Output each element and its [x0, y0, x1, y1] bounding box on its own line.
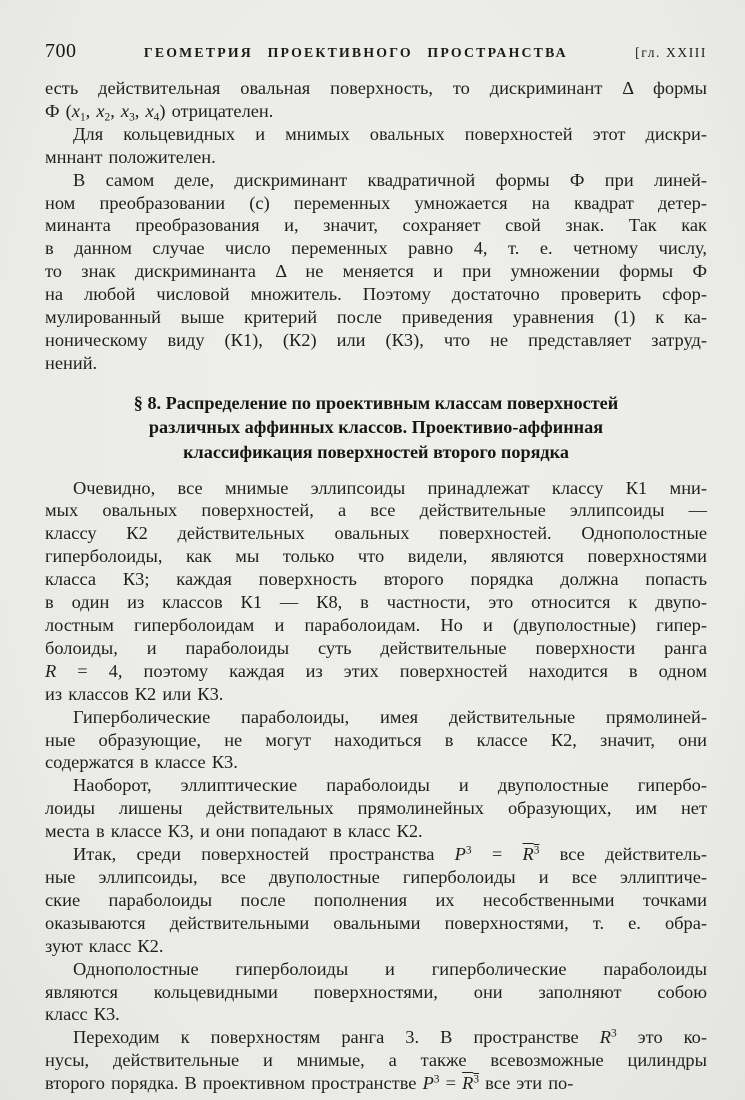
paragraph [45, 169, 707, 375]
text-line: второго порядка. В проективном пространстве $P^3 = R^3$ все эти по- [45, 1073, 574, 1094]
math-symbol: 3 [473, 1073, 480, 1086]
math-symbol: x [96, 100, 105, 121]
text-line: Наоборот, эллиптические параболоиды и двуполостные гипербо- [73, 775, 707, 796]
text-line: болоиды, и параболоиды суть действительные поверхности ранга [45, 637, 707, 658]
math-symbol: P [422, 1073, 434, 1094]
text-line: класс К3. [45, 1004, 120, 1025]
math-symbol: 3 [533, 844, 540, 857]
text-line: Гиперболические параболоиды, имея действительные прямолиней- [73, 706, 707, 727]
text-line: лостным гиперболоидам и параболоидам. Но и (двуполостные) гипер- [45, 615, 707, 635]
math-symbol: R [522, 844, 534, 865]
math-symbol: 3 [465, 844, 472, 857]
text-line: лоиды лишены действительных прямолинейных образующих, им нет [45, 798, 707, 819]
paragraph [45, 477, 707, 706]
text-line: ные эллипсоиды, все двуполостные гиперболоиды и все эллиптиче- [45, 866, 707, 887]
text-line: минанта преобразования и, значит, сохраняет свой знак. Так как [45, 215, 707, 236]
text-line: ном преобразовании (с) переменных умножается на квадрат детер- [45, 192, 707, 213]
text-line: места в классе К3, и они попадают в класс К2. [45, 821, 423, 842]
math-symbol: x [71, 100, 80, 121]
text-line: оказываются действительными овальными поверхностями, т. е. обра- [45, 912, 707, 933]
text-line: в один из классов К1 — К8, в частности, это относится к двупо- [45, 592, 707, 613]
paragraph [45, 843, 707, 958]
heading-line: классификация поверхностей второго порядка [183, 441, 569, 462]
text-line: содержатся в классе К3. [45, 752, 238, 773]
text-line: ноническому виду (К1), (К2) или (К3), что не представляет затруд- [45, 329, 707, 350]
text-line: нений. [45, 352, 98, 373]
text-line: являются кольцевидными поверхностями, они заполняют собою [45, 981, 707, 1002]
math-symbol: R [599, 1027, 611, 1048]
text-line: классу К2 действительных овальных поверхностей. Однополостные [45, 523, 707, 544]
paragraph [45, 706, 707, 775]
math-symbol: 3 [433, 1073, 440, 1086]
paragraph [45, 1026, 707, 1095]
text-line: ские параболоиды после пополнения их несобственными точками [45, 889, 707, 910]
text-line: В самом деле, дискриминант квадратичной формы Ф при линей- [73, 169, 707, 190]
text-line: мннант положителен. [45, 146, 216, 167]
math-overline [462, 1073, 479, 1093]
page-number: 700 [45, 40, 77, 62]
text-line: Переходим к поверхностям ранга 3. В пространстве $R^3$ это ко- [73, 1027, 708, 1048]
math-symbol: R [462, 1073, 474, 1094]
math-symbol: x [145, 100, 154, 121]
math-symbol: R [45, 660, 57, 681]
text-line: то знак дискриминанта Δ не меняется и при умножении формы Ф [45, 261, 707, 282]
text-line: R = 4, поэтому каждая из этих поверхностей находится в одном [45, 660, 707, 681]
text-line: Ф ($x_1$, $x_2$, $x_3$, $x_4$) отрицателен. [45, 100, 274, 124]
text-line: ные образующие, не могут находиться в классе К2, значит, они [45, 729, 707, 750]
heading-line: § 8. Распределение по проективным классам поверхностей [133, 392, 619, 413]
paragraph [45, 774, 707, 843]
text-line: есть действительная овальная поверхность, то дискриминант Δ формы [45, 78, 707, 98]
text-line: класса К3; каждая поверхность второго порядка должна попасть [45, 569, 707, 590]
text-line: гиперболоиды, как мы только что видели, являются поверхностями [45, 546, 707, 567]
text-line: Итак, среди поверхностей пространства $P^3 = R^3$ все действитель- [73, 844, 707, 865]
text-line: мых овальных поверхностей, а все действительные эллипсоиды — [45, 500, 707, 521]
text-line: на любой числовой множитель. Поэтому достаточно проверить сфор- [45, 284, 707, 305]
text-line: Однополостные гиперболоиды и гиперболические параболоиды [73, 958, 707, 979]
section-heading [71, 391, 681, 465]
text-line: из классов К2 или К3. [45, 683, 224, 704]
math-symbol: 3 [129, 111, 135, 124]
math-symbol: 1 [79, 111, 86, 124]
heading-line: различных аффинных классов. Проективио-аффинная [148, 417, 604, 438]
text-line: Очевидно, все мнимые эллипсоиды принадлежат классу К1 мни- [73, 477, 707, 498]
math-symbol: P [454, 844, 466, 865]
math-symbol: 2 [104, 111, 111, 124]
text-line: нусы, действительные и мнимые, а также всевозможные цилиндры [45, 1050, 707, 1071]
math-symbol: 3 [611, 1028, 617, 1041]
text-line: зуют класс К2. [45, 935, 164, 956]
text-line: в данном случае число переменных равно 4, т. е. четному числу, [45, 238, 707, 259]
text-line: мулированный выше критерий после приведения уравнения (1) к ка- [45, 307, 707, 328]
running-title: ГЕОМЕТРИЯ ПРОЕКТИВНОГО ПРОСТРАНСТВА [143, 45, 568, 60]
paragraph [45, 958, 707, 1027]
math-symbol: 4 [153, 111, 160, 124]
page-body [45, 77, 707, 1095]
paragraph [45, 77, 707, 123]
text-line: Для кольцевидных и мнимых овальных поверхностей этот дискри- [73, 123, 707, 144]
paragraph [45, 123, 707, 169]
math-overline [522, 844, 539, 864]
chapter-ref: [гл. XXIII [635, 45, 707, 60]
math-symbol: x [120, 100, 130, 121]
running-head [45, 40, 707, 63]
